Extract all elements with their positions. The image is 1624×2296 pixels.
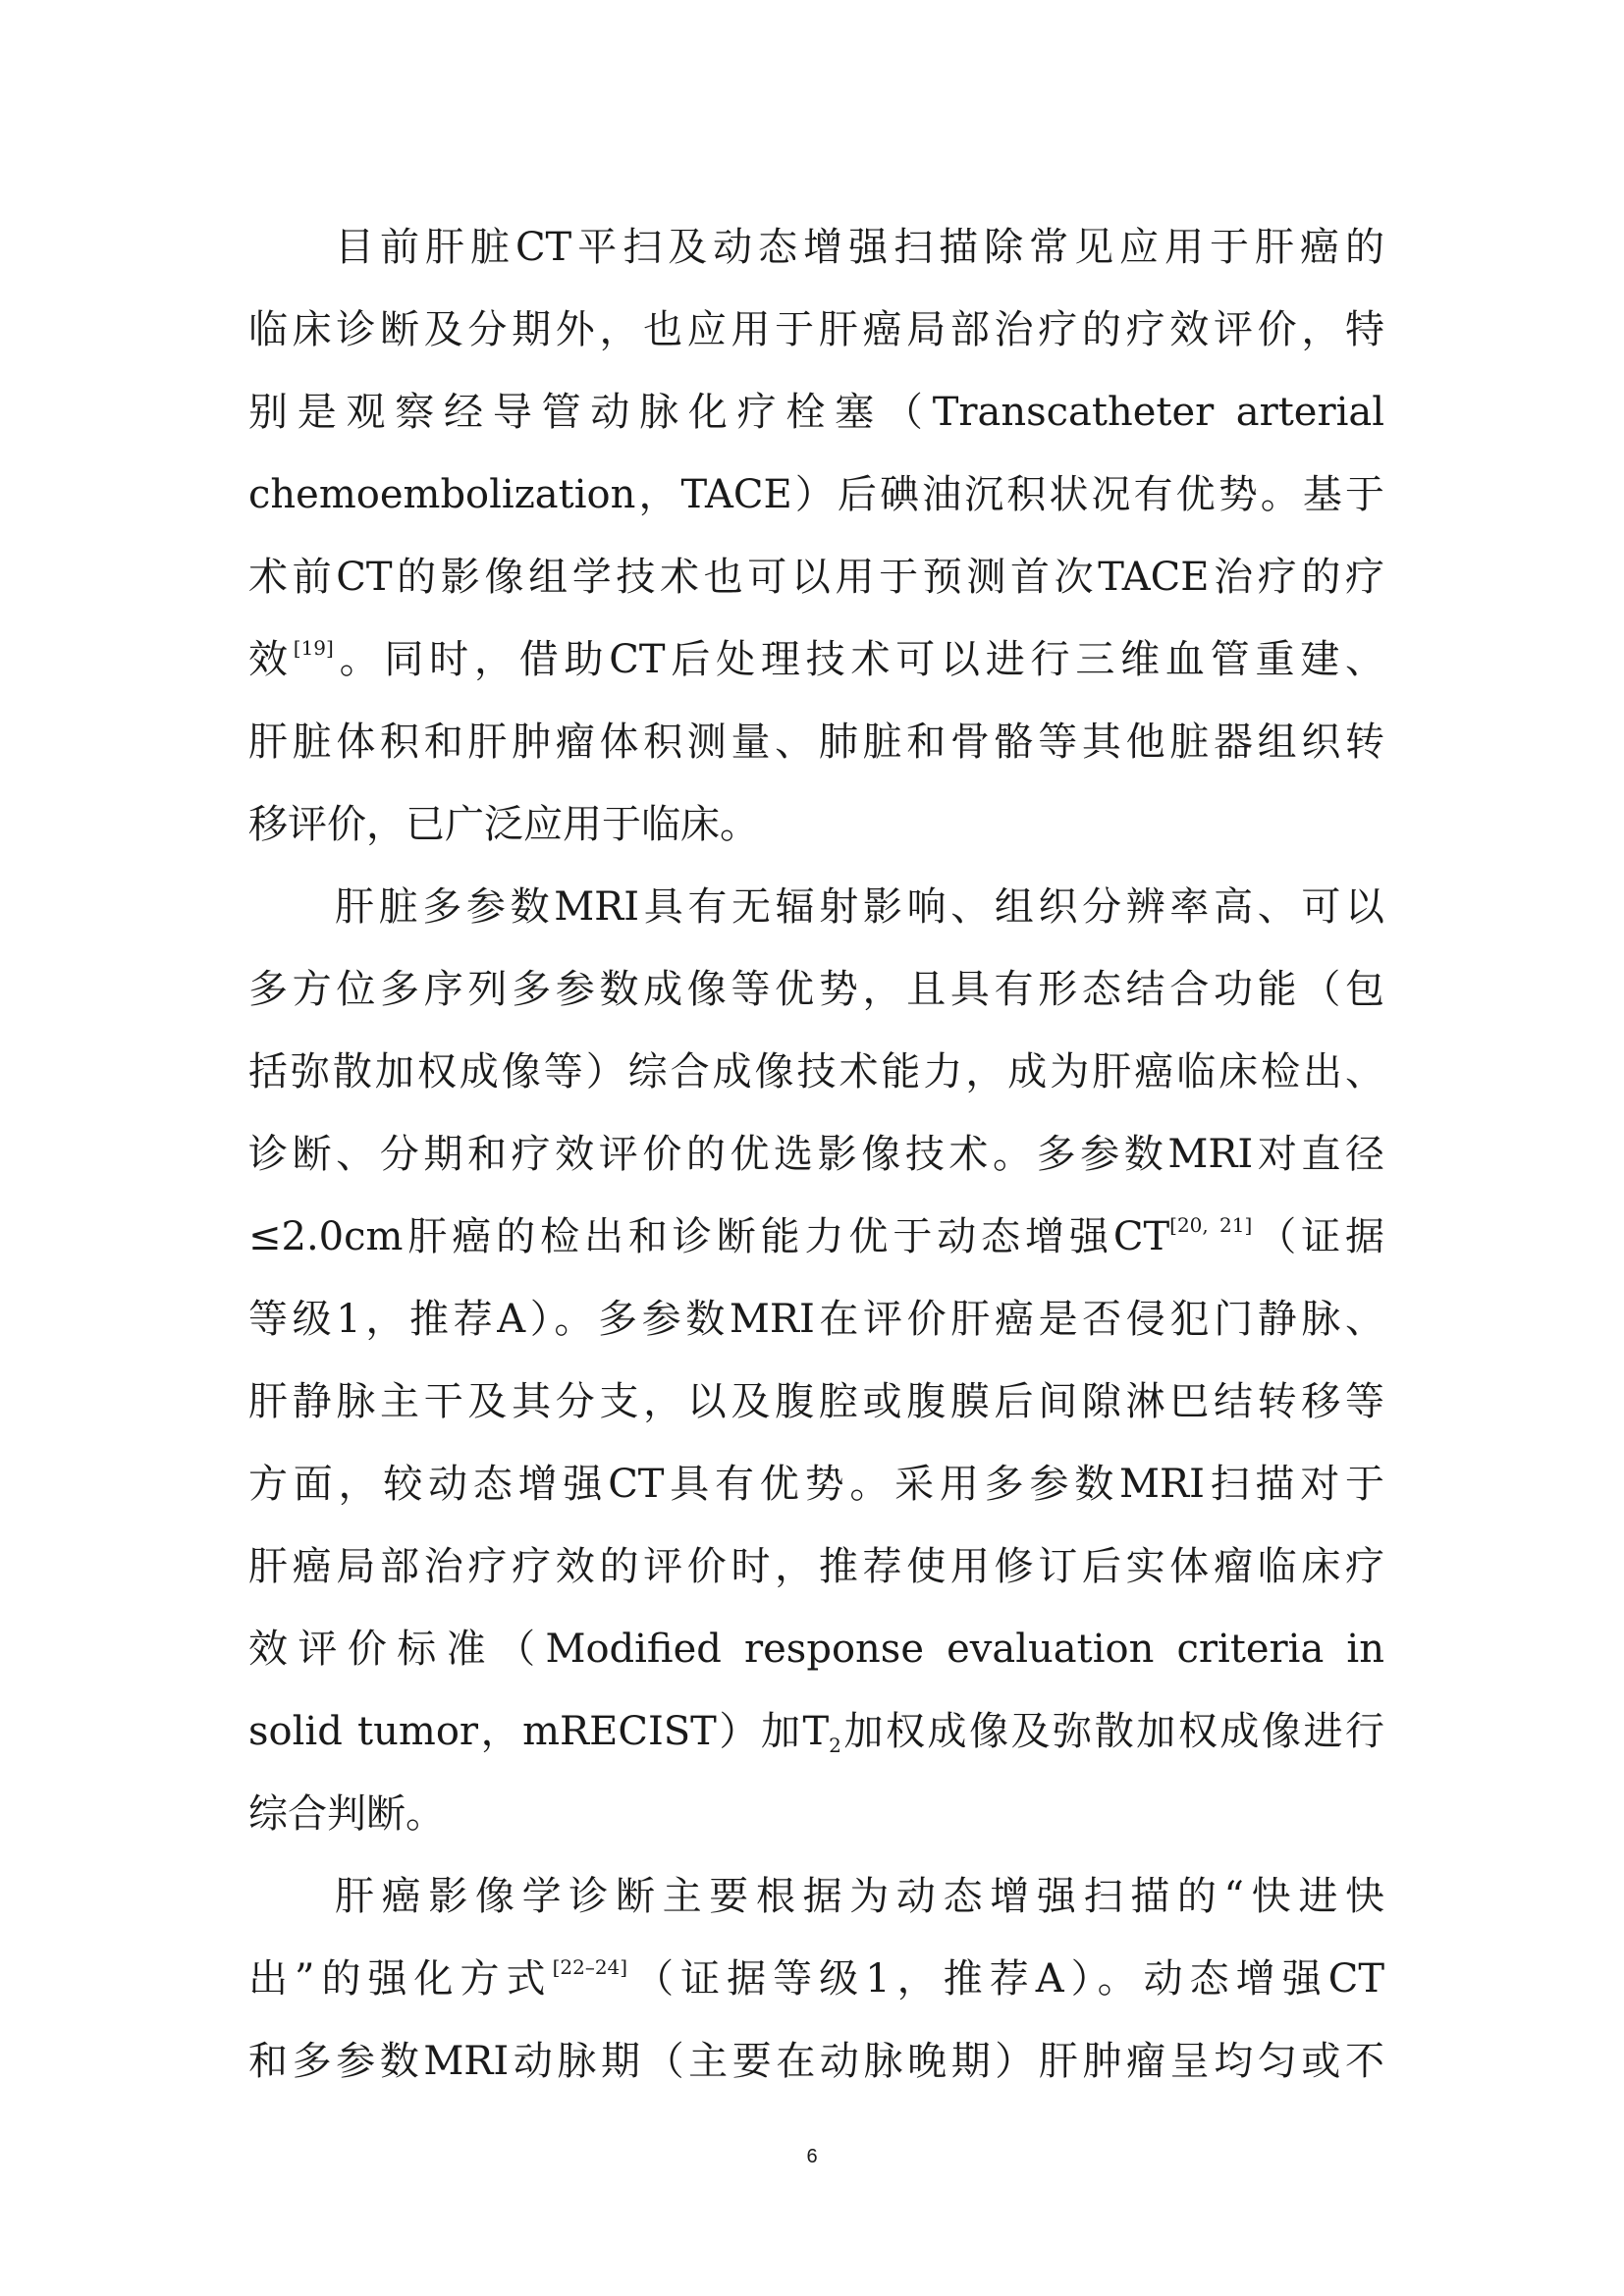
page-number: 6: [806, 2146, 818, 2167]
text-line: 术前CT的影像组学技术也可以用于预测首次TACE治疗的疗: [248, 555, 1384, 600]
text-line: [248, 1949, 1384, 2008]
text-line: 等级1，推荐A）。多参数MRI在评价肝癌是否侵犯门静脉、: [248, 1297, 1384, 1342]
text-segment: 效: [248, 637, 294, 682]
text-segment: ≤2.0cm肝癌的检出和诊断能力优于动态增强CT: [248, 1214, 1170, 1259]
text-line: 移评价，已广泛应用于临床。: [248, 802, 759, 847]
text-line: 效评价标准（Modified response evaluation criteria in: [248, 1627, 1384, 1672]
text-line: chemoembolization，TACE）后碘油沉积状况有优势。基于: [248, 472, 1384, 517]
text-line: 多方位多序列多参数成像等优势，且具有形态结合功能（包: [248, 967, 1384, 1012]
text-segment: 加权成像及弥散加权成像进行: [840, 1709, 1384, 1754]
text-segment: 出”的强化方式: [248, 1956, 553, 2002]
text-line: 诊断、分期和疗效评价的优选影像技术。多参数MRI对直径: [248, 1132, 1384, 1177]
text-line: 括弥散加权成像等）综合成像技术能力，成为肝癌临床检出、: [248, 1049, 1384, 1095]
text-line: 和多参数MRI动脉期（主要在动脉晚期）肝肿瘤呈均匀或不: [248, 2039, 1384, 2084]
text-line: 综合判断。: [248, 1791, 445, 1837]
citation: [22–24]: [552, 1955, 628, 1979]
text-line: 别是观察经导管动脉化疗栓塞（Transcatheter arterial: [248, 390, 1384, 435]
text-segment: solid tumor，mRECIST）加T: [248, 1709, 830, 1754]
text-line: 肝静脉主干及其分支，以及腹腔或腹膜后间隙淋巴结转移等: [248, 1379, 1384, 1424]
citation: [19]: [293, 636, 334, 660]
text-line: 肝癌局部治疗疗效的评价时，推荐使用修订后实体瘤临床疗: [248, 1544, 1384, 1589]
text-line: 肝脏多参数MRI具有无辐射影响、组织分辨率高、可以: [335, 884, 1384, 930]
citation: [20, 21]: [1169, 1213, 1253, 1237]
text-line: 临床诊断及分期外，也应用于肝癌局部治疗的疗效评价，特: [248, 307, 1384, 352]
text-line: 肝脏体积和肝肿瘤体积测量、肺脏和骨骼等其他脏器组织转: [248, 720, 1384, 765]
text-segment: （证据等级1，推荐A）。动态增强CT: [627, 1956, 1385, 2002]
subscript: 2: [829, 1734, 841, 1757]
text-line: [248, 1207, 1384, 1266]
text-line: [248, 1702, 1384, 1761]
text-segment: （证据: [1252, 1214, 1384, 1259]
text-line: 肝癌影像学诊断主要根据为动态增强扫描的“快进快: [335, 1874, 1384, 1919]
text-segment: 。同时，借助CT后处理技术可以进行三维血管重建、: [333, 637, 1384, 682]
text-line: [248, 630, 1384, 689]
text-line: 方面，较动态增强CT具有优势。采用多参数MRI扫描对于: [248, 1462, 1384, 1507]
text-line: 目前肝脏CT平扫及动态增强扫描除常见应用于肝癌的: [335, 225, 1384, 270]
